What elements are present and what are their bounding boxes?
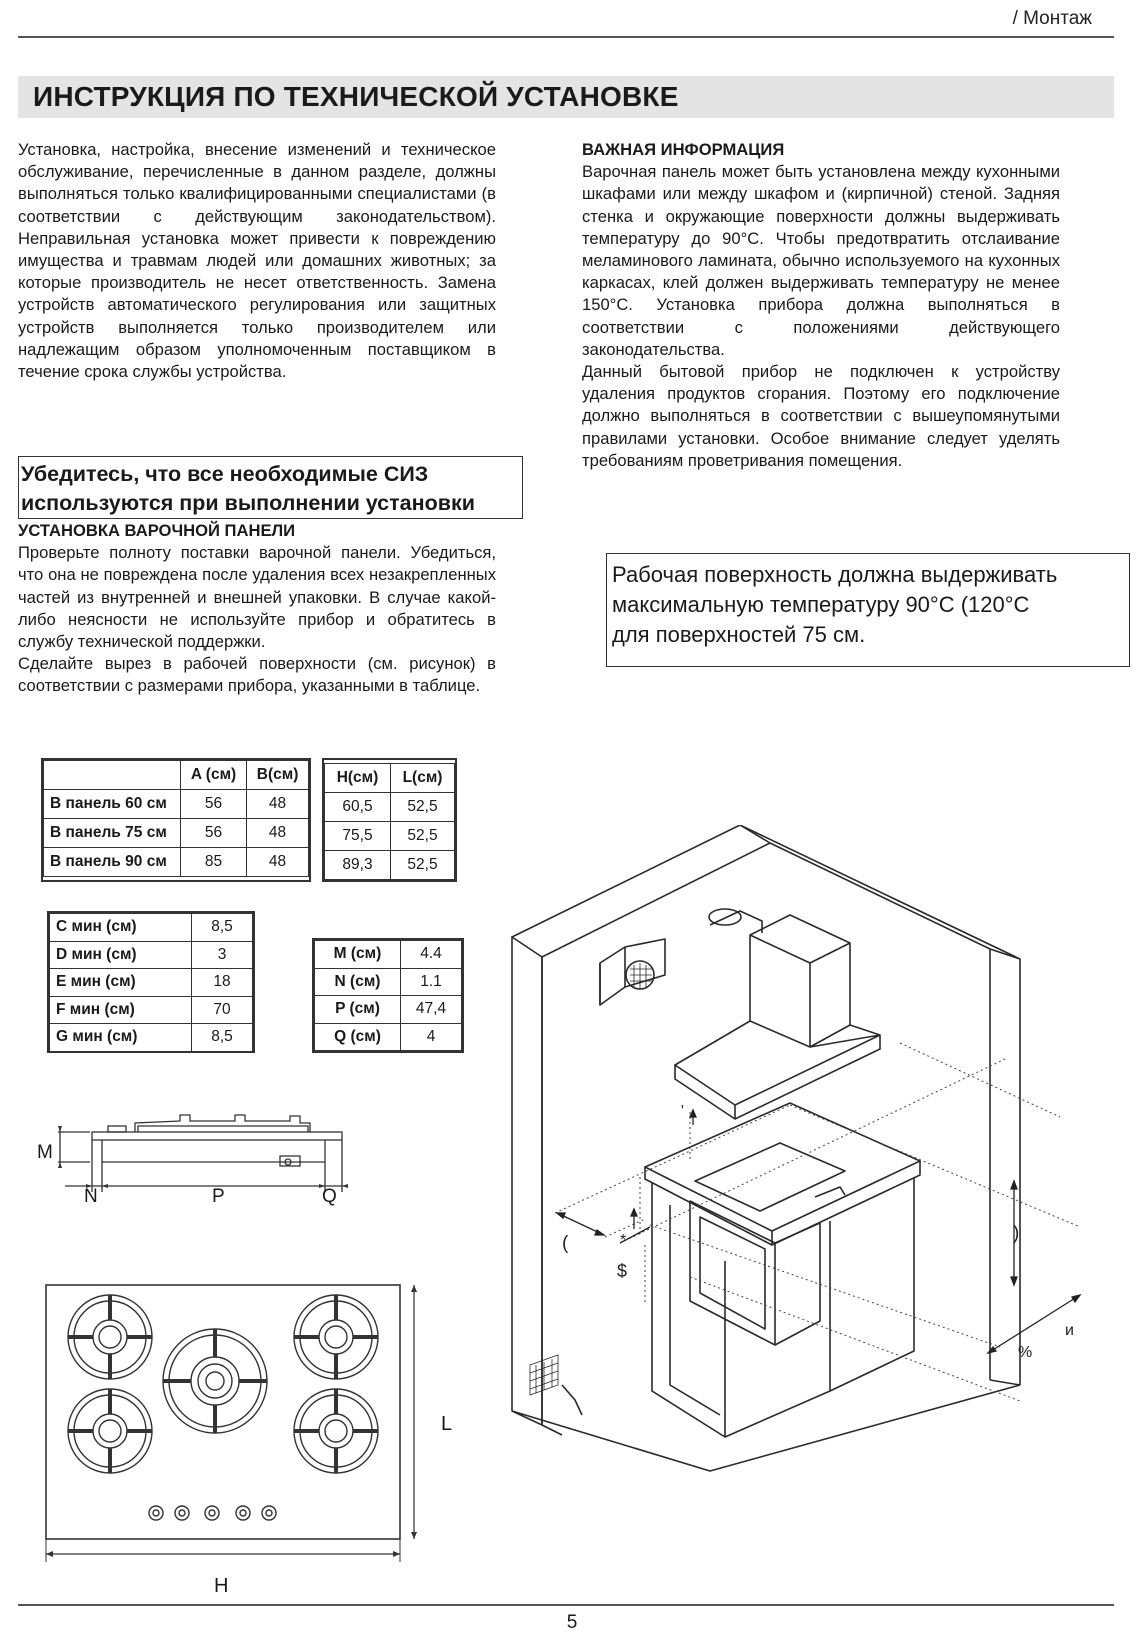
- control-knob-icon: [149, 1506, 163, 1520]
- table-cell: 1.1: [401, 968, 462, 996]
- table-cell: [44, 761, 181, 790]
- worktop-notice-box: [606, 553, 1130, 667]
- table-header: H(см): [325, 764, 391, 793]
- table-cell: G мин (см): [50, 1024, 192, 1052]
- section-label: / Монтаж: [1012, 8, 1092, 29]
- table-header: L(см): [391, 764, 455, 793]
- diagram-label: $: [617, 1261, 628, 1281]
- diagram-label: ': [681, 1102, 684, 1119]
- burner-icon: [68, 1389, 152, 1473]
- table-cell: M (см): [315, 941, 401, 969]
- diagram-label: *: [620, 1232, 627, 1249]
- dim-label-l: L: [441, 1413, 453, 1435]
- table-min: [49, 913, 253, 1052]
- table-row: [325, 764, 455, 793]
- top-divider: [18, 36, 1114, 38]
- ppe-notice-box: [18, 456, 523, 519]
- table-cell: 8,5: [192, 1024, 253, 1052]
- table-row: [50, 914, 253, 942]
- table-header: A (см): [181, 761, 247, 790]
- important-text-1: Варочная панель может быть установлена между кухонными шкафами или между шкафом и (кирпичной) стеной. Задняя стенка и окружающие поверхности должны выдерживать температуру до 90°C. Чтобы предотвратить отслаивание меламинового ламината, обычно используемого на кухонных каркасах, клей должен выдерживать температуру не менее 150°C. Установка прибора должна выполняться в соответствии с положениями действующего законодательства.: [582, 162, 1060, 359]
- table-header: B(см): [247, 761, 309, 790]
- burner-icon: [68, 1295, 152, 1379]
- worktop-notice-line-2: максимальную температуру 90°C (120°C: [612, 592, 1030, 617]
- table-row: [50, 941, 253, 969]
- important-heading: ВАЖНАЯ ИНФОРМАЦИЯ: [582, 140, 785, 159]
- dim-label-m: M: [37, 1142, 53, 1163]
- bottom-divider: [18, 1604, 1114, 1606]
- hob-side-profile-diagram: [30, 1088, 360, 1198]
- table-cell: 4.4: [401, 941, 462, 969]
- table-cell: 52,5: [391, 851, 455, 880]
- table-cell: 56: [181, 790, 247, 819]
- diagram-label: и: [1065, 1322, 1074, 1339]
- table-cell: P (см): [315, 996, 401, 1024]
- hob-top-view-diagram: [40, 1282, 440, 1572]
- worktop-notice-line-1: Рабочая поверхность должна выдерживать: [612, 562, 1058, 587]
- table-cell: 52,5: [391, 822, 455, 851]
- important-section: [582, 139, 1060, 472]
- diagram-label: (: [562, 1233, 569, 1254]
- table-cell: 89,3: [325, 851, 391, 880]
- table-cell: 52,5: [391, 793, 455, 822]
- table-cell: N (см): [315, 968, 401, 996]
- table-row: [315, 941, 462, 969]
- table-row: [50, 996, 253, 1024]
- table-cell: 8,5: [192, 914, 253, 942]
- table-cell: 48: [247, 819, 309, 848]
- table-row: [315, 968, 462, 996]
- dim-label-n: N: [84, 1186, 98, 1207]
- table-row: [44, 848, 309, 877]
- table-cell: 48: [247, 790, 309, 819]
- table-cell: 48: [247, 848, 309, 877]
- table-cell: 85: [181, 848, 247, 877]
- table-cell: 47,4: [401, 996, 462, 1024]
- table-hl: [324, 763, 455, 880]
- table-cell: 3: [192, 941, 253, 969]
- table-cell: 60,5: [325, 793, 391, 822]
- table-row: [325, 822, 455, 851]
- table-row: [315, 996, 462, 1024]
- dim-label-p: P: [212, 1186, 225, 1207]
- table-row: [44, 819, 309, 848]
- control-knob-icon: [236, 1506, 250, 1520]
- table-row: [44, 761, 309, 790]
- important-text-2: Данный бытовой прибор не подключен к устройству удаления продуктов сгорания. Поэтому его подключение должно выполняться в соответствии с вышеупомянутыми правилами установки. Особое внимание следует уделять требованиям проветривания помещения.: [582, 362, 1060, 470]
- table-row: [325, 851, 455, 880]
- install-text-2: Сделайте вырез в рабочей поверхности (см. рисунок) в соответствии с размерами прибора, указанными в таблице.: [18, 654, 496, 696]
- title-bar: [18, 76, 1114, 118]
- worktop-notice-line-3: для поверхностей 75 см.: [612, 622, 866, 647]
- table-cell: В панель 75 см: [44, 819, 181, 848]
- control-knob-icon: [205, 1506, 219, 1520]
- dim-label-q: Q: [322, 1186, 337, 1207]
- table-row: [325, 793, 455, 822]
- install-heading: УСТАНОВКА ВАРОЧНОЙ ПАНЕЛИ: [18, 521, 296, 540]
- intro-text: Установка, настройка, внесение изменений и техническое обслуживание, перечисленные в данном разделе, должны выполняться только квалифицированными специалистами (в соответствии с действующим законодательством). Неправильная установка может привести к повреждению имущества и травмам людей или домашних животных; за которые производитель не несет ответственность. Замена устройств автоматического регулирования или защитных устройств выполняется только производителем или надлежащим образом уполномоченным поставщиком в течение срока службы устройства.: [18, 140, 496, 382]
- burner-icon: [294, 1389, 378, 1473]
- burner-icon: [163, 1329, 267, 1433]
- table-cell: 75,5: [325, 822, 391, 851]
- diagram-label: ): [1013, 1223, 1020, 1244]
- kitchen-installation-diagram: [500, 825, 1140, 1485]
- page-title: ИНСТРУКЦИЯ ПО ТЕХНИЧЕСКОЙ УСТАНОВКЕ: [33, 81, 679, 112]
- table-cell: 70: [192, 996, 253, 1024]
- table-cell: В панель 60 см: [44, 790, 181, 819]
- page-number: 5: [566, 1612, 578, 1633]
- table-cell: C мин (см): [50, 914, 192, 942]
- install-text-1: Проверьте полноту поставки варочной панели. Убедиться, что она не повреждена после удаления всех незакрепленных частей из внутренней и внешней упаковки. В случае какой-либо неясности не используйте прибор и обратитесь в службу технической поддержки.: [18, 543, 496, 652]
- table-cell: 4: [401, 1023, 462, 1051]
- diagram-label: %: [1018, 1344, 1033, 1361]
- table-cell: 18: [192, 969, 253, 997]
- table-cell: E мин (см): [50, 969, 192, 997]
- burner-icon: [294, 1295, 378, 1379]
- ppe-notice-text: Убедитесь, что все необходимые СИЗ используются при выполнении установки: [21, 462, 475, 515]
- table-row: [50, 1024, 253, 1052]
- table-row: [50, 969, 253, 997]
- table-cell: D мин (см): [50, 941, 192, 969]
- dim-label-h: H: [214, 1575, 229, 1597]
- table-cell: Q (см): [315, 1023, 401, 1051]
- table-ab: [43, 760, 309, 877]
- control-knob-icon: [175, 1506, 189, 1520]
- intro-paragraph: [18, 139, 496, 383]
- table-cell: F мин (см): [50, 996, 192, 1024]
- table-cell: 56: [181, 819, 247, 848]
- table-row: [315, 1023, 462, 1051]
- control-knob-icon: [262, 1506, 276, 1520]
- table-row: [44, 790, 309, 819]
- install-section: [18, 520, 496, 698]
- table-cell: В панель 90 см: [44, 848, 181, 877]
- table-mnpq: [314, 940, 462, 1051]
